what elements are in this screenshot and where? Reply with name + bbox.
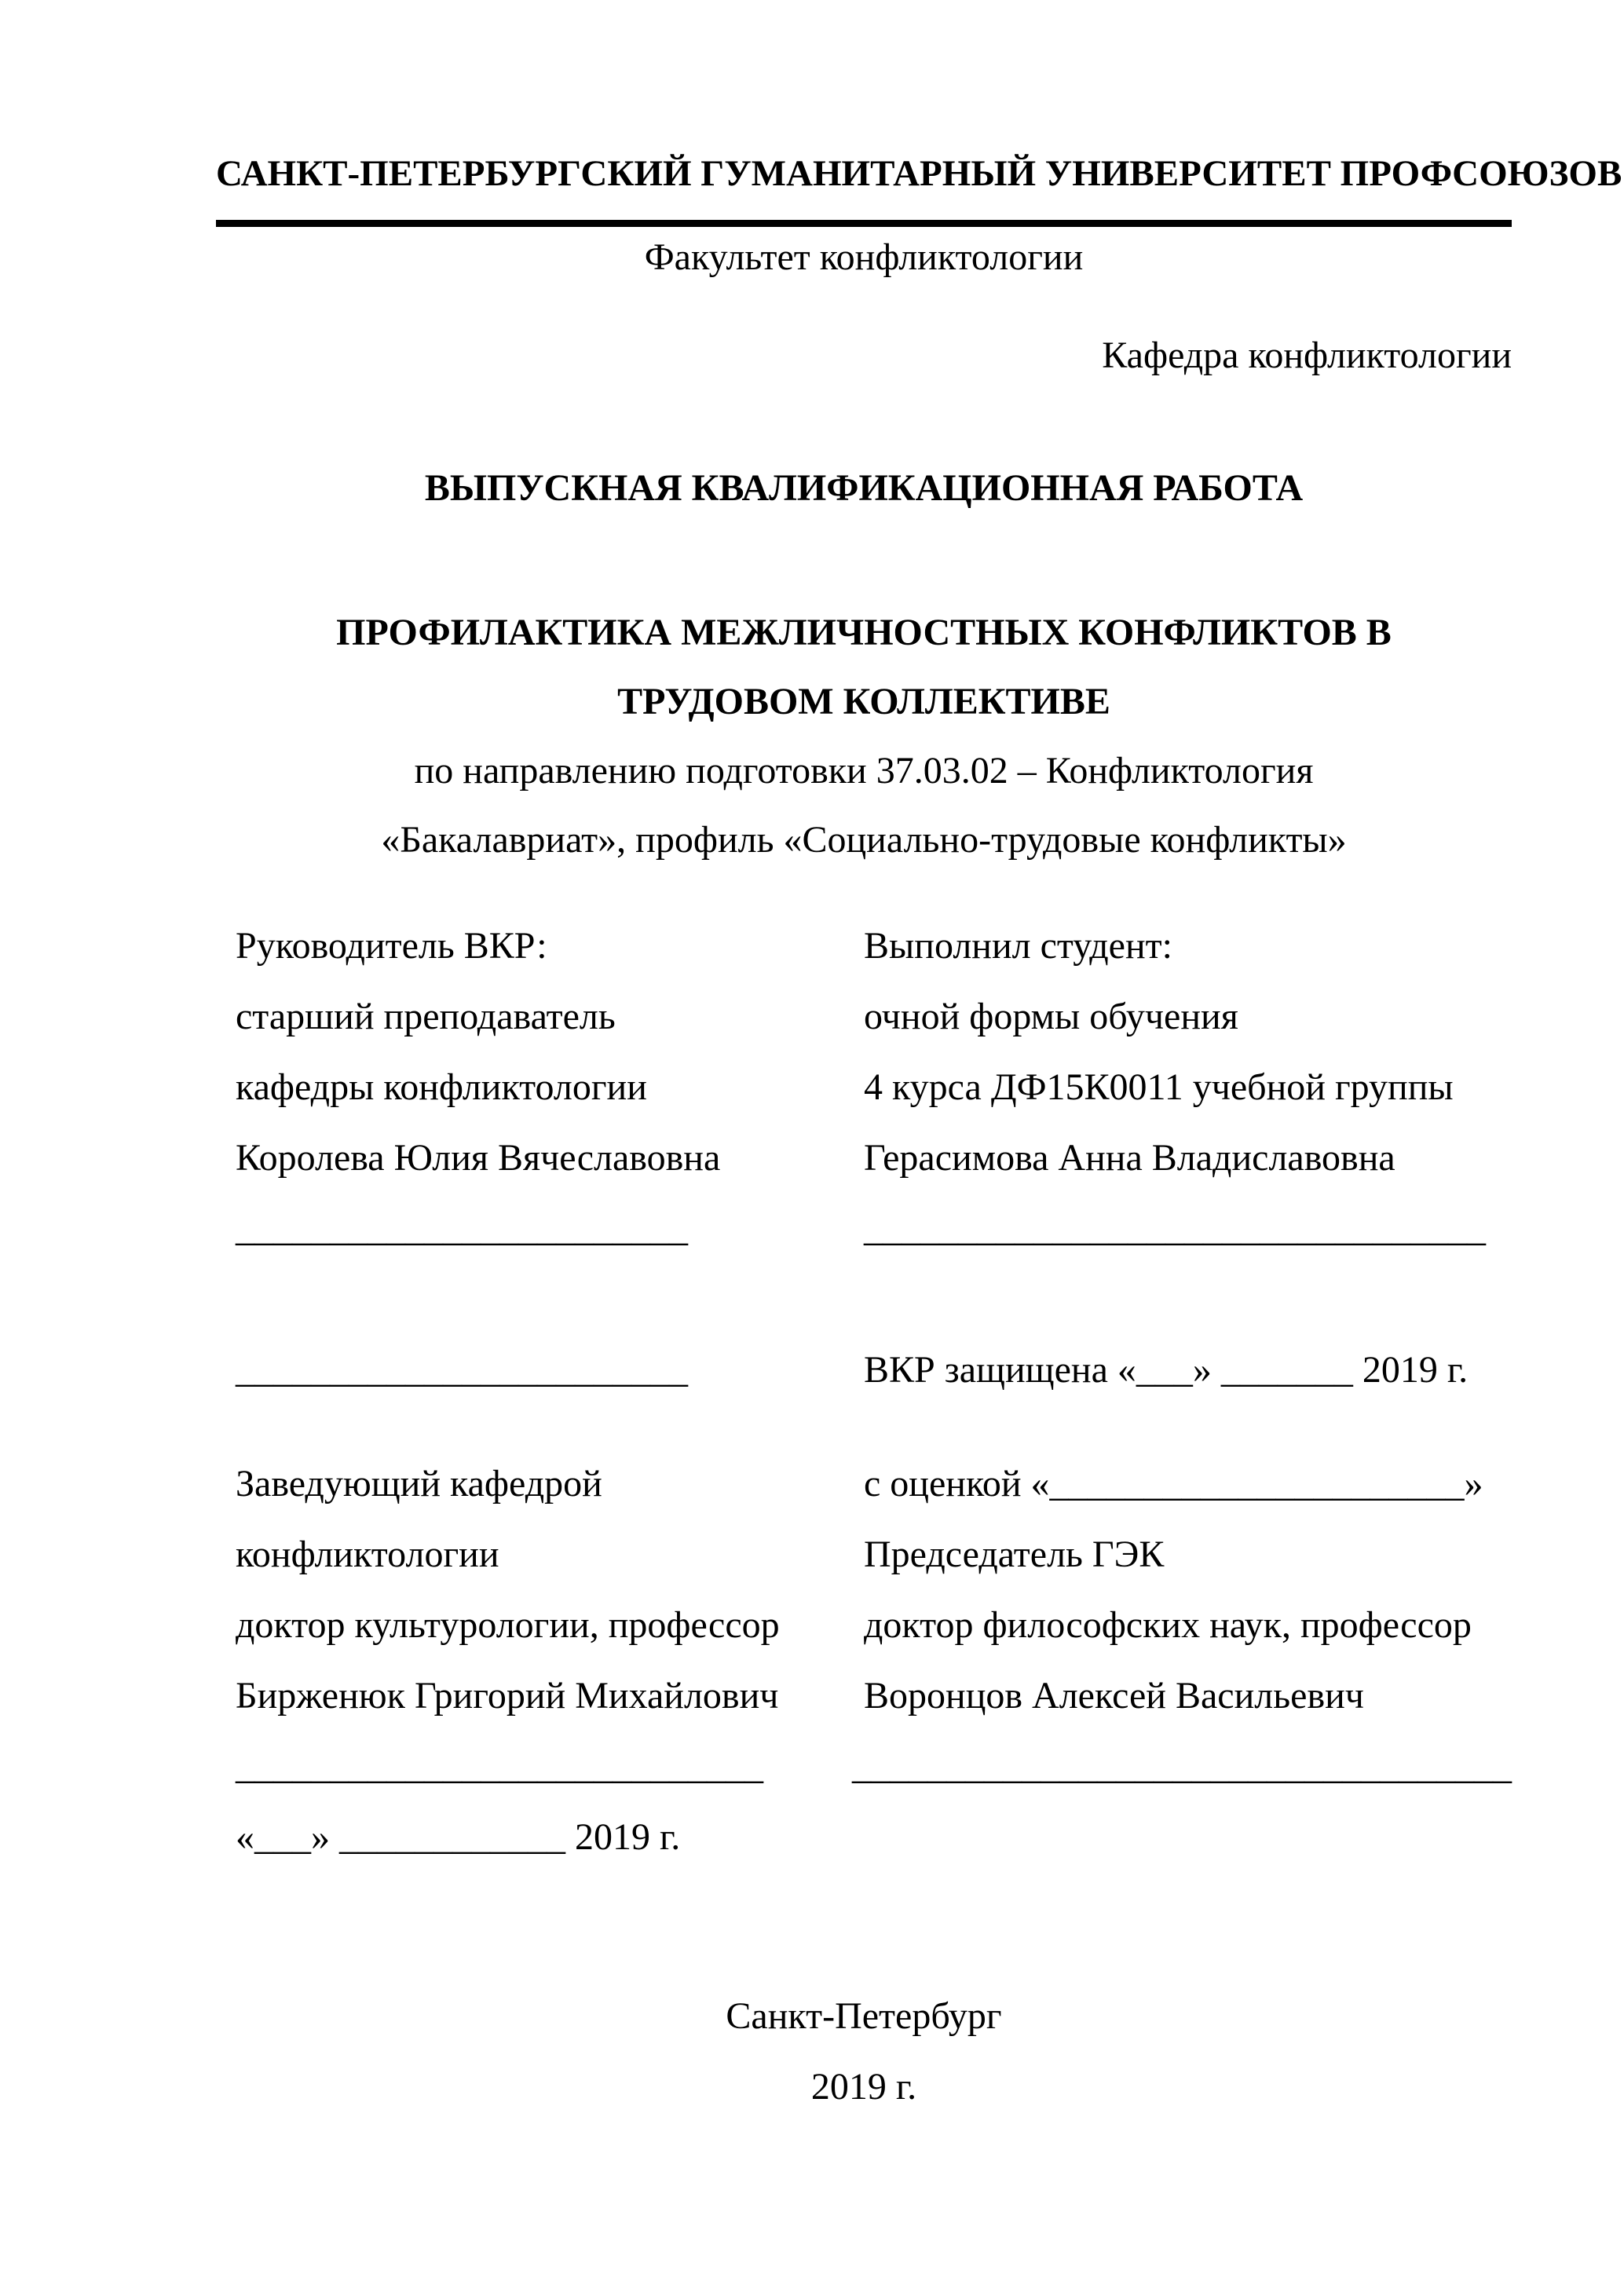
head-signature-line: ____________________________: [236, 1746, 763, 1787]
empty-cell: [864, 1814, 1512, 1885]
row-official-names: [216, 1673, 1512, 1743]
head-name: Бирженюк Григорий Михайлович: [236, 1675, 779, 1717]
department-line: Кафедра конфликтологии: [1102, 335, 1512, 376]
row-defense: [216, 1347, 1512, 1417]
thesis-title-line2: ТРУДОВОМ КОЛЛЕКТИВЕ: [617, 681, 1110, 722]
student-label: Выполнил студент:: [864, 925, 1172, 967]
supervisor-signature-line: ________________________: [236, 1208, 688, 1249]
chairman-label: Председатель ГЭК: [864, 1534, 1165, 1575]
head-label-2: конфликтологии: [236, 1534, 499, 1575]
work-type-heading: ВЫПУСКНАЯ КВАЛИФИКАЦИОННАЯ РАБОТА: [424, 467, 1304, 509]
header-divider: [216, 220, 1512, 227]
student-study-form: очной формы обучения: [864, 996, 1238, 1037]
row-signatures-1: [216, 1205, 1512, 1276]
thesis-title-line1: ПРОФИЛАКТИКА МЕЖЛИЧНОСТНЫХ КОНФЛИКТОВ В: [336, 612, 1392, 653]
supervisor-signature-line-2: ________________________: [236, 1349, 688, 1391]
chairman-position: доктор философских наук, профессор: [864, 1604, 1472, 1646]
thesis-title: [216, 598, 1512, 737]
profile-line: «Бакалавриат», профиль «Социально-трудовые конфликты»: [381, 819, 1347, 861]
supervisor-label: Руководитель ВКР:: [236, 925, 547, 967]
year-line: 2019 г.: [810, 2066, 917, 2108]
head-date-line: «___» ____________ 2019 г.: [236, 1816, 681, 1858]
city-line: Санкт-Петербург: [726, 1995, 1002, 2037]
chairman-signature-line: ___________________________________: [852, 1746, 1512, 1787]
grade-line: с оценкой «______________________»: [864, 1463, 1483, 1504]
row-position-1: [216, 993, 1512, 1064]
program-block: [216, 737, 1512, 875]
program-line: по направлению подготовки 37.03.02 – Конфликтология: [414, 750, 1314, 792]
supervisor-name: Королева Юлия Вячеславовна: [236, 1137, 721, 1179]
student-name: Герасимова Анна Владиславовна: [864, 1137, 1395, 1179]
supervisor-position-1: старший преподаватель: [236, 996, 616, 1037]
chairman-name: Воронцов Алексей Васильевич: [864, 1675, 1364, 1717]
row-position-2: [216, 1064, 1512, 1135]
row-head-label-2: [216, 1531, 1512, 1602]
row-head-date: [216, 1814, 1512, 1885]
university-name: САНКТ-ПЕТЕРБУРГСКИЙ ГУМАНИТАРНЫЙ УНИВЕРСИТЕТ ПРОФСОЮЗОВ: [216, 153, 1622, 194]
row-head-label-1: [216, 1461, 1512, 1531]
faculty-line: Факультет конфликтологии: [644, 236, 1084, 278]
student-signature-line: _________________________________: [864, 1208, 1486, 1249]
spacer: [216, 1276, 1512, 1347]
student-group: 4 курса ДФ15К0011 учебной группы: [864, 1066, 1454, 1108]
spacer: [216, 1417, 1512, 1461]
head-label-1: Заведующий кафедрой: [236, 1463, 602, 1504]
row-names: [216, 1135, 1512, 1205]
supervisor-position-2: кафедры конфликтологии: [236, 1066, 647, 1108]
row-signatures-2: [216, 1743, 1512, 1814]
head-position: доктор культурологии, профессор: [236, 1604, 780, 1646]
row-labels: [216, 923, 1512, 993]
row-degrees: [216, 1602, 1512, 1673]
defense-date-line: ВКР защищена «___» _______ 2019 г.: [864, 1349, 1469, 1391]
signature-columns: [216, 923, 1512, 1885]
